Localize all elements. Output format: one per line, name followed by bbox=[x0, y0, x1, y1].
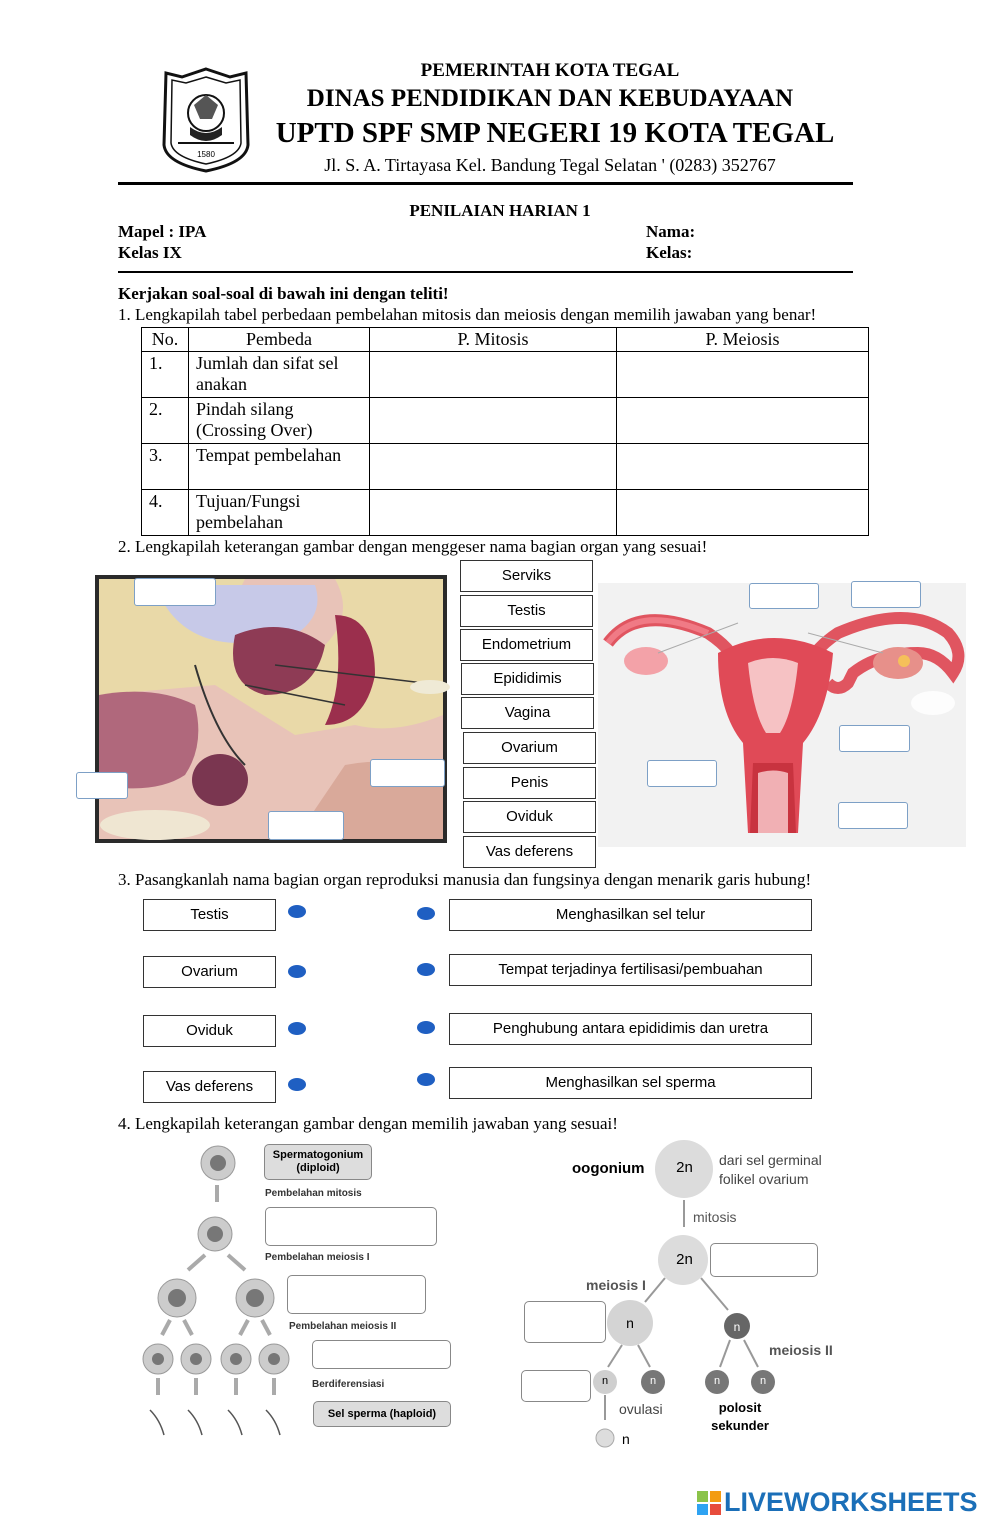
q1-text: 1. Lengkapilah tabel perbedaan pembelahan mitosis dan meiosis dengan memilih jawaban yang benar! bbox=[118, 305, 817, 324]
spermatogenesis-diagram bbox=[140, 1140, 310, 1445]
liveworksheets-brand: LIVEWORKSHEETS bbox=[724, 1487, 978, 1517]
answer-box[interactable] bbox=[287, 1275, 426, 1314]
match-dot-right[interactable] bbox=[417, 1073, 435, 1086]
ootid-ploidy: n bbox=[601, 1375, 609, 1387]
header-line-1: PEMERINTAH KOTA TEGAL bbox=[420, 60, 680, 81]
drop-zone[interactable] bbox=[268, 811, 344, 840]
drop-zone[interactable] bbox=[851, 581, 921, 608]
answer-cell[interactable] bbox=[617, 444, 869, 490]
row-label: Tujuan/Fungsi pembelahan bbox=[189, 490, 370, 536]
row-label: Jumlah dan sifat sel anakan bbox=[189, 352, 370, 398]
page-title: PENILAIAN HARIAN 1 bbox=[409, 201, 591, 220]
word-ovarium[interactable]: Ovarium bbox=[463, 732, 596, 764]
answer-cell[interactable] bbox=[617, 352, 869, 398]
match-dot-left[interactable] bbox=[288, 905, 306, 918]
step-label: Pembelahan meiosis I bbox=[265, 1252, 370, 1263]
row-label: Pindah silang (Crossing Over) bbox=[189, 398, 370, 444]
match-dot-right[interactable] bbox=[417, 1021, 435, 1034]
row-number: 4. bbox=[142, 490, 189, 536]
q1-table bbox=[141, 327, 869, 536]
word-serviks[interactable]: Serviks bbox=[460, 560, 593, 592]
school-emblem-logo bbox=[160, 65, 252, 175]
word-oviduk[interactable]: Oviduk bbox=[463, 801, 596, 833]
step-label: Pembelahan meiosis II bbox=[289, 1321, 397, 1332]
match-left-ovarium: Ovarium bbox=[143, 956, 276, 988]
info-divider bbox=[118, 271, 853, 273]
kelas-label: Kelas IX bbox=[118, 243, 182, 262]
word-penis[interactable]: Penis bbox=[463, 767, 596, 799]
match-right-item: Menghasilkan sel sperma bbox=[449, 1067, 812, 1099]
kelas-field-label: Kelas: bbox=[646, 243, 693, 262]
mitosis-label: mitosis bbox=[693, 1209, 737, 1225]
drop-zone[interactable] bbox=[839, 725, 910, 752]
ovulasi-label: ovulasi bbox=[619, 1401, 663, 1417]
answer-box[interactable] bbox=[312, 1340, 451, 1369]
table-header: P. Meiosis bbox=[617, 328, 869, 352]
match-dot-left[interactable] bbox=[288, 1022, 306, 1035]
answer-cell[interactable] bbox=[617, 490, 869, 536]
image-blob bbox=[410, 680, 450, 694]
drop-zone[interactable] bbox=[134, 578, 216, 606]
match-right-item: Penghubung antara epididimis dan uretra bbox=[449, 1013, 812, 1045]
answer-box[interactable] bbox=[710, 1243, 818, 1277]
oogonium-origin: dari sel germinal folikel ovarium bbox=[719, 1152, 822, 1187]
match-dot-right[interactable] bbox=[417, 907, 435, 920]
word-vas-deferens[interactable]: Vas deferens bbox=[463, 836, 596, 868]
primary-oocyte-ploidy: 2n bbox=[676, 1251, 693, 1268]
ovum-ploidy: n bbox=[622, 1431, 630, 1447]
match-left-testis: Testis bbox=[143, 899, 276, 931]
step-label: Pembelahan mitosis bbox=[265, 1188, 362, 1199]
liveworksheets-logo-icon bbox=[697, 1491, 721, 1515]
polosit-label: polosit sekunder bbox=[711, 1400, 769, 1433]
polar-body-ploidy: n bbox=[713, 1375, 721, 1387]
instruction: Kerjakan soal-soal di bawah ini dengan teliti! bbox=[118, 284, 449, 303]
answer-box[interactable] bbox=[265, 1207, 437, 1246]
nama-label: Nama: bbox=[646, 222, 696, 241]
oogonium-label: oogonium bbox=[572, 1160, 645, 1177]
meiosis-1-label: meiosis I bbox=[586, 1277, 646, 1293]
word-vagina[interactable]: Vagina bbox=[461, 697, 594, 729]
q3-text: 3. Pasangkanlah nama bagian organ reproduksi manusia dan fungsinya dengan menarik garis hubung! bbox=[118, 870, 812, 889]
answer-cell[interactable] bbox=[370, 398, 617, 444]
polar-body-ploidy: n bbox=[649, 1375, 657, 1387]
male-organ-image-frame bbox=[95, 575, 447, 843]
table-header: P. Mitosis bbox=[370, 328, 617, 352]
spermatogonium-label: Spermatogonium (diploid) bbox=[264, 1144, 372, 1180]
word-testis[interactable]: Testis bbox=[460, 595, 593, 627]
svg-text:1580: 1580 bbox=[197, 150, 215, 159]
answer-box[interactable] bbox=[521, 1370, 591, 1402]
header-divider bbox=[118, 182, 853, 185]
match-dot-left[interactable] bbox=[288, 965, 306, 978]
answer-cell[interactable] bbox=[370, 444, 617, 490]
female-reproductive-diagram bbox=[598, 583, 966, 847]
mapel-label: Mapel : IPA bbox=[118, 222, 207, 241]
polar-body-ploidy: n bbox=[759, 1375, 767, 1387]
word-endometrium[interactable]: Endometrium bbox=[460, 629, 593, 661]
sperm-cell-label: Sel sperma (haploid) bbox=[313, 1401, 451, 1427]
table-row bbox=[142, 352, 869, 398]
table-row bbox=[142, 444, 869, 490]
table-row bbox=[142, 398, 869, 444]
drop-zone[interactable] bbox=[647, 760, 717, 787]
answer-box[interactable] bbox=[524, 1301, 606, 1343]
header-line-2: DINAS PENDIDIKAN DAN KEBUDAYAAN bbox=[306, 85, 794, 112]
header-line-3: UPTD SPF SMP NEGERI 19 KOTA TEGAL bbox=[275, 117, 835, 149]
table-header: Pembeda bbox=[189, 328, 370, 352]
step-label: Berdiferensiasi bbox=[312, 1379, 385, 1390]
table-header: No. bbox=[142, 328, 189, 352]
drop-zone[interactable] bbox=[76, 772, 128, 799]
meiosis-2-label: meiosis II bbox=[769, 1342, 833, 1358]
word-epididimis[interactable]: Epididimis bbox=[461, 663, 594, 695]
oogonium-ploidy: 2n bbox=[676, 1159, 693, 1176]
match-right-item: Menghasilkan sel telur bbox=[449, 899, 812, 931]
row-number: 1. bbox=[142, 352, 189, 398]
polar-body-ploidy: n bbox=[733, 1320, 741, 1334]
header-address: Jl. S. A. Tirtayasa Kel. Bandung Tegal Selatan ' (0283) 352767 bbox=[324, 155, 776, 175]
answer-cell[interactable] bbox=[370, 490, 617, 536]
drop-zone[interactable] bbox=[838, 802, 908, 829]
drop-zone[interactable] bbox=[749, 583, 819, 609]
row-label: Tempat pembelahan bbox=[189, 444, 370, 490]
q2-text: 2. Lengkapilah keterangan gambar dengan menggeser nama bagian organ yang sesuai! bbox=[118, 537, 708, 556]
q4-text: 4. Lengkapilah keterangan gambar dengan memilih jawaban yang sesuai! bbox=[118, 1114, 618, 1133]
match-right-item: Tempat terjadinya fertilisasi/pembuahan bbox=[449, 954, 812, 986]
row-number: 3. bbox=[142, 444, 189, 490]
match-left-vas-deferens: Vas deferens bbox=[143, 1071, 276, 1103]
answer-cell[interactable] bbox=[617, 398, 869, 444]
table-row bbox=[142, 490, 869, 536]
drop-zone[interactable] bbox=[370, 759, 445, 787]
row-number: 2. bbox=[142, 398, 189, 444]
secondary-oocyte-ploidy: n bbox=[626, 1315, 634, 1331]
match-left-oviduk: Oviduk bbox=[143, 1015, 276, 1047]
answer-cell[interactable] bbox=[370, 352, 617, 398]
male-reproductive-diagram bbox=[95, 575, 447, 843]
match-dot-left[interactable] bbox=[288, 1078, 306, 1091]
match-dot-right[interactable] bbox=[417, 963, 435, 976]
